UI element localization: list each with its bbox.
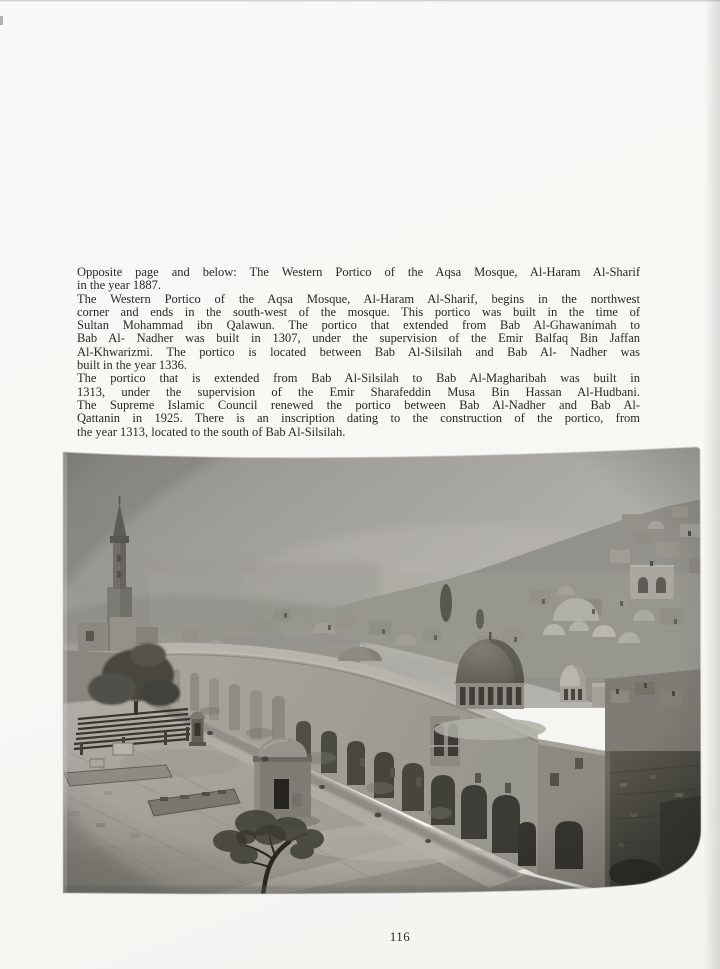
body-line: The portico that is extended from Bab Al-Silsilah to Bab Al-Magharibah was built in — [77, 372, 640, 386]
page-number: 116 — [389, 929, 411, 944]
historic-photograph — [60, 443, 702, 895]
body-line: corner and ends in the south-west of the mosque. This portico was built in the time of — [77, 305, 640, 319]
body-line: Sultan Mohammad ibn Qalawun. The portico that extended from Bab Al-Ghawanimah to — [77, 319, 640, 333]
body-line: The Supreme Islamic Council renewed the portico between Bab Al-Nadher and Bab Al- — [77, 398, 640, 412]
scan-speck — [0, 16, 3, 25]
page-curl-shadow — [704, 0, 720, 969]
body-line: Al-Khwarizmi. The portico is located between Bab Al-Silsilah and Bab Al- Nadher was — [77, 345, 640, 359]
body-line: Qattanin in 1925. There is an inscription dating to the construction of the portico, from — [77, 412, 640, 426]
caption-text-block — [77, 266, 640, 439]
caption-line: in the year 1887. — [77, 279, 162, 293]
body-line: Bab Al- Nadher was built in 1307, under the supervision of the Emir Balfaq Bin Jaffan — [77, 332, 640, 346]
page-top-edge — [0, 0, 720, 2]
body-line: built in the year 1336. — [77, 359, 188, 373]
body-line: 1313, under the supervision of the Emir Sharafeddin Musa Bin Hassan Al-Hudbani. — [77, 385, 640, 399]
caption-line: Opposite page and below: The Western Portico of the Aqsa Mosque, Al-Haram Al-Sharif — [77, 266, 640, 279]
body-line: The Western Portico of the Aqsa Mosque, Al-Haram Al-Sharif, begins in the northwest — [77, 292, 640, 306]
body-line: the year 1313, located to the south of Bab Al-Silsilah. — [77, 425, 346, 439]
